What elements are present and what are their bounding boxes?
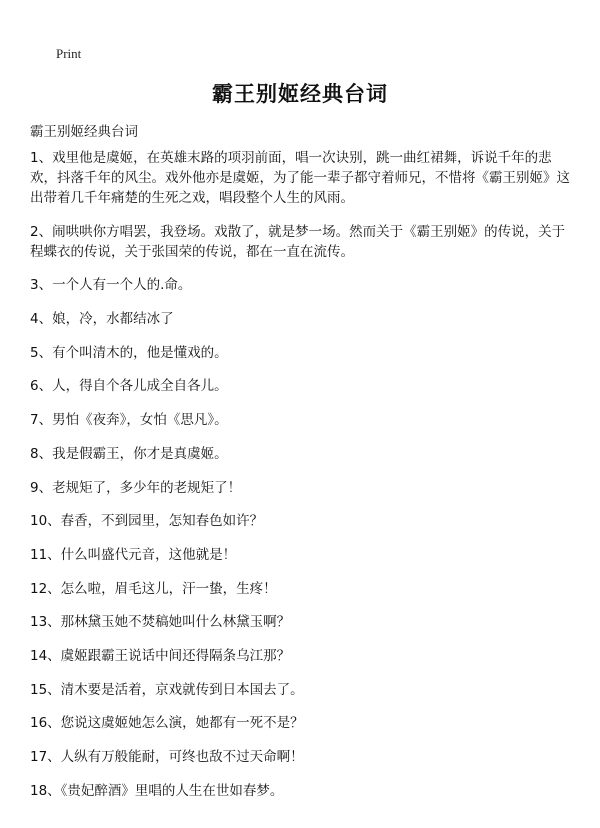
- quote-item: 11、什么叫盛代元音，这他就是！: [30, 546, 237, 563]
- quote-item: 15、清木要是活着，京戏就传到日本国去了。: [30, 681, 304, 698]
- quote-item: 3、一个人有一个人的.命。: [30, 277, 192, 294]
- quote-item: 16、您说这虞姬她怎么演，她都有一死不是？: [30, 715, 304, 732]
- quote-item: 8、我是假霸王，你才是真虞姬。: [30, 445, 228, 462]
- quote-item: 14、虞姬跟霸王说话中间还得隔条乌江那？: [30, 647, 291, 664]
- print-link[interactable]: Print: [56, 46, 82, 61]
- quote-list: [30, 148, 575, 814]
- quote-item: 4、娘，冷，水都结冰了: [30, 311, 174, 328]
- quote-item: 10、春香，不到园里，怎知春色如许？: [30, 513, 264, 530]
- quote-item: 7、男怕《夜奔》，女怕《思凡》。: [30, 412, 228, 429]
- quote-item: 1、戏里他是虞姬，在英雄末路的项羽前面，唱一次诀别，跳一曲红裙舞，诉说千年的悲欢，抖落千年的风尘。戏外他亦是虞姬，为了能一辈子都守着师兄，不惜将《霸王别姬》这出带着几千年痛楚的生死之戏，唱段整个人生的风雨。: [30, 150, 570, 206]
- quote-item: 17、人纵有万般能耐，可终也敌不过天命啊！: [30, 749, 304, 765]
- document-subtitle: 霸王别姬经典台词: [30, 124, 138, 140]
- quote-item: 2、闹哄哄你方唱罢，我登场。戏散了，就是梦一场。然而关于《霸王别姬》的传说，关于程蝶衣的传说，关于张国荣的传说，都在一直在流传。: [30, 223, 566, 260]
- quote-item: 6、人，得自个各儿成全自各儿。: [30, 378, 228, 395]
- quote-item: 5、有个叫清木的，他是懂戏的。: [30, 344, 228, 361]
- document-title: 霸王别姬经典台词: [212, 82, 388, 106]
- quote-item: 9、老规矩了，多少年的老规矩了！: [30, 479, 242, 496]
- quote-item: 13、那林黛玉她不焚稿她叫什么林黛玉啊？: [30, 614, 291, 631]
- quote-item: 12、怎么啦，眉毛这儿，汗一蛰，生疼！: [30, 580, 277, 597]
- quote-item: 18、《贵妃醉酒》里唱的人生在世如春梦。: [30, 782, 284, 799]
